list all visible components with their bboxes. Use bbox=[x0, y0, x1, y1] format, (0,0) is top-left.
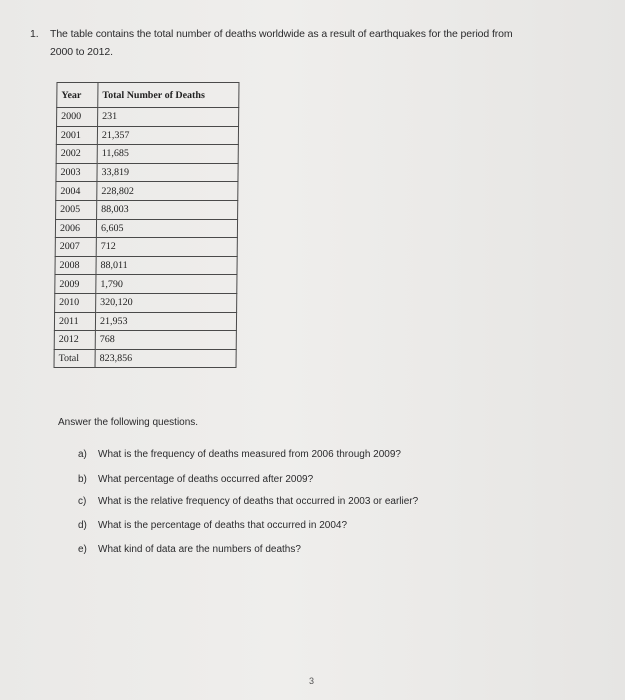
table-row bbox=[56, 145, 238, 164]
table-row bbox=[55, 293, 237, 312]
deaths-cell: 231 bbox=[98, 108, 239, 127]
year-cell: 2000 bbox=[57, 108, 98, 127]
table-header-row bbox=[57, 83, 239, 108]
total-deaths-cell: 823,856 bbox=[95, 349, 236, 368]
table-row bbox=[54, 331, 236, 350]
deaths-cell: 88,011 bbox=[96, 256, 237, 275]
deaths-column-header: Total Number of Deaths bbox=[98, 83, 239, 108]
deaths-cell: 21,953 bbox=[95, 312, 236, 331]
table-row bbox=[55, 275, 237, 294]
year-cell: 2001 bbox=[56, 126, 97, 145]
question-number: 1. bbox=[30, 28, 39, 40]
sub-question-letter: e) bbox=[78, 544, 87, 555]
answer-instructions: Answer the following questions. bbox=[58, 417, 199, 428]
table-row bbox=[56, 163, 238, 182]
deaths-cell: 228,802 bbox=[97, 182, 238, 201]
question-text-line-1: The table contains the total number of deaths worldwide as a result of earthquakes for the period from bbox=[50, 28, 513, 40]
year-cell: 2005 bbox=[56, 200, 97, 219]
year-cell: 2007 bbox=[55, 238, 96, 257]
table-row bbox=[55, 238, 237, 257]
deaths-cell: 1,790 bbox=[96, 275, 237, 294]
total-label-cell: Total bbox=[54, 349, 95, 368]
deaths-cell: 88,003 bbox=[97, 200, 238, 219]
deaths-cell: 11,685 bbox=[97, 145, 238, 164]
table-row bbox=[54, 312, 236, 331]
sub-question-text: What is the frequency of deaths measured from 2006 through 2009? bbox=[98, 449, 401, 460]
year-cell: 2002 bbox=[56, 145, 97, 164]
deaths-cell: 21,357 bbox=[97, 126, 238, 145]
deaths-cell: 33,819 bbox=[97, 163, 238, 182]
sub-question-letter: a) bbox=[78, 449, 87, 460]
table-row bbox=[55, 256, 237, 275]
year-cell: 2012 bbox=[54, 331, 95, 350]
deaths-cell: 712 bbox=[96, 238, 237, 257]
table-row bbox=[55, 219, 237, 238]
earthquake-deaths-table bbox=[54, 82, 240, 368]
table-row bbox=[57, 108, 239, 127]
sub-question-text: What is the relative frequency of deaths that occurred in 2003 or earlier? bbox=[98, 496, 419, 507]
sub-question-letter: d) bbox=[78, 520, 87, 531]
year-cell: 2004 bbox=[56, 182, 97, 201]
page-number: 3 bbox=[309, 676, 315, 686]
year-cell: 2009 bbox=[55, 275, 96, 294]
sub-question-letter: b) bbox=[78, 474, 87, 485]
table-row bbox=[56, 200, 238, 219]
table-total-row bbox=[54, 349, 236, 368]
sub-question-text: What kind of data are the numbers of deaths? bbox=[98, 544, 301, 555]
table-row bbox=[56, 126, 238, 145]
year-cell: 2011 bbox=[54, 312, 95, 331]
sub-question-text: What percentage of deaths occurred after 2009? bbox=[98, 474, 314, 485]
deaths-cell: 768 bbox=[95, 331, 236, 350]
sub-question-text: What is the percentage of deaths that occurred in 2004? bbox=[98, 520, 348, 531]
sub-question-letter: c) bbox=[78, 496, 87, 507]
year-cell: 2010 bbox=[55, 293, 96, 312]
deaths-cell: 320,120 bbox=[96, 293, 237, 312]
deaths-cell: 6,605 bbox=[96, 219, 237, 238]
year-column-header: Year bbox=[57, 83, 98, 108]
year-cell: 2008 bbox=[55, 256, 96, 275]
year-cell: 2006 bbox=[55, 219, 96, 238]
question-text-line-2: 2000 to 2012. bbox=[50, 46, 113, 58]
year-cell: 2003 bbox=[56, 163, 97, 182]
table-row bbox=[56, 182, 238, 201]
